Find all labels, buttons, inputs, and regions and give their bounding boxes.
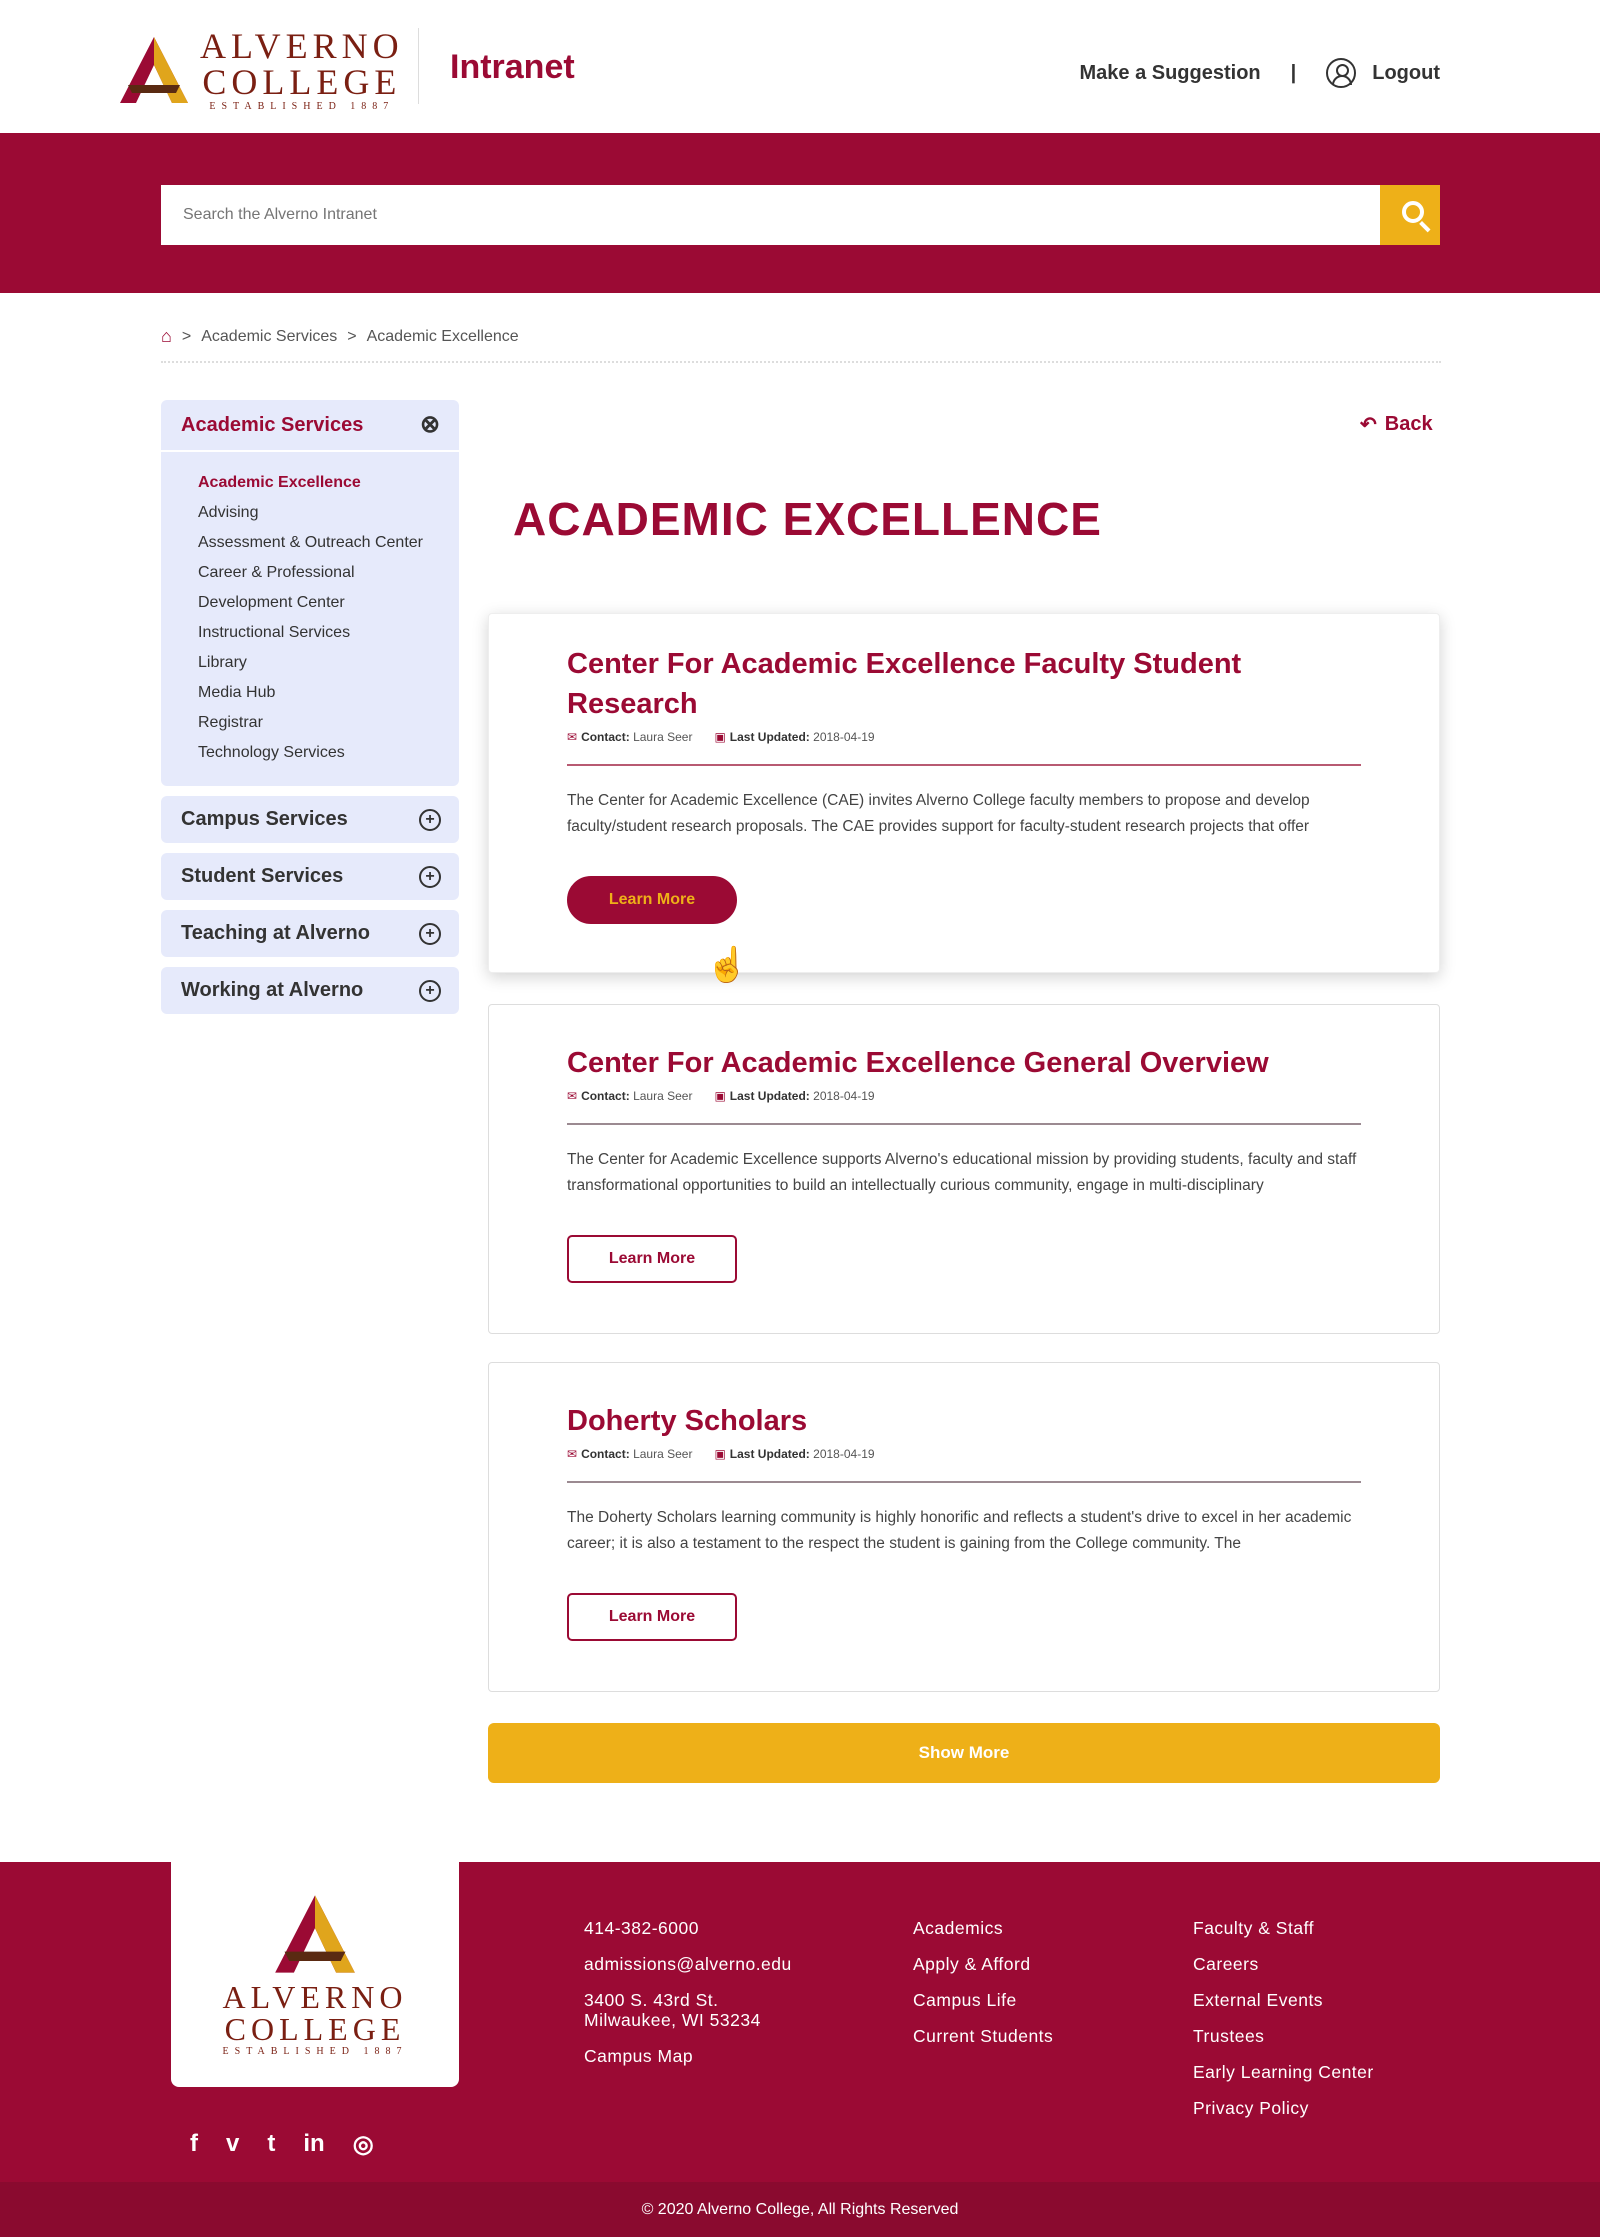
updated-label: Last Updated: <box>729 1089 810 1103</box>
accordion-label: Working at Alverno <box>181 979 364 1001</box>
search-band <box>0 133 1600 293</box>
back-link[interactable] <box>1360 412 1433 437</box>
logo-line2: COLLEGE <box>224 2011 406 2047</box>
search-input[interactable] <box>161 185 1381 245</box>
logo-a-icon <box>272 1893 358 1975</box>
article-card <box>488 1362 1440 1692</box>
card-meta <box>567 1447 1361 1461</box>
logo-line1: ALVERNO <box>200 26 404 66</box>
logo-wordmark <box>200 28 404 112</box>
back-arrow-icon: ↶ <box>1360 414 1377 436</box>
learn-more-button[interactable]: Learn More <box>567 1235 737 1283</box>
accordion-label: Teaching at Alverno <box>181 922 370 944</box>
accordion-teaching[interactable] <box>161 910 459 957</box>
card-description: The Center for Academic Excellence (CAE) invites Alverno College faculty members to propose and develop faculty/student research proposals. The CAE provides support for faculty-student research projects that offer <box>567 792 1310 835</box>
learn-more-button[interactable]: Learn More <box>567 876 737 924</box>
accordion-header[interactable] <box>161 853 459 900</box>
card-contact <box>567 730 692 744</box>
calendar-icon: ▣ <box>714 730 726 744</box>
card-description: The Center for Academic Excellence supports Alverno's educational mission by providing students, faculty and staff transformational opportunities to build an intellectually curious community, engage in multi-disciplinary <box>567 1151 1357 1194</box>
sub-nav-item-academic-excellence[interactable]: Academic Excellence <box>198 474 361 491</box>
card-divider <box>567 1123 1361 1125</box>
footer-logo[interactable] <box>171 1862 459 2087</box>
header-separator: | <box>1290 61 1297 84</box>
card-divider <box>567 1481 1361 1483</box>
site-footer <box>0 1862 1600 2182</box>
card-updated <box>714 730 874 744</box>
updated-date: 2018-04-19 <box>813 1447 875 1461</box>
accordion-header[interactable] <box>161 967 459 1014</box>
expand-icon[interactable]: + <box>419 809 441 831</box>
instagram-icon[interactable]: ◎ <box>352 2131 374 2158</box>
linkedin-icon[interactable]: in <box>303 2130 325 2157</box>
collapse-icon[interactable]: ⊗ <box>419 411 441 438</box>
facebook-icon[interactable]: f <box>190 2130 198 2157</box>
hand-cursor-icon: ☝ <box>706 946 749 984</box>
social-links <box>190 2130 374 2159</box>
card-contact <box>567 1447 692 1461</box>
address-line1: 3400 S. 43rd St. <box>584 1990 719 2010</box>
card-title[interactable]: Doherty Scholars <box>567 1405 808 1437</box>
show-more-button[interactable]: Show More <box>488 1723 1440 1783</box>
site-title[interactable]: Intranet <box>450 48 575 86</box>
contact-label: Contact: <box>581 1447 630 1461</box>
site-header <box>0 0 1600 133</box>
footer-link[interactable]: Privacy Policy <box>1193 2098 1309 2118</box>
vimeo-icon[interactable]: v <box>226 2130 240 2157</box>
updated-date: 2018-04-19 <box>813 730 875 744</box>
sidebar <box>161 400 459 1014</box>
breadcrumb-item[interactable]: Academic Excellence <box>366 327 519 345</box>
accordion-header[interactable] <box>161 910 459 957</box>
sub-nav-item-technology[interactable]: Technology Services <box>198 744 345 761</box>
card-title[interactable]: Center For Academic Excellence Faculty Student Research <box>567 648 1242 720</box>
breadcrumb-sep: > <box>181 327 192 345</box>
footer-link[interactable]: Apply & Afford <box>913 1954 1031 1974</box>
address-line2: Milwaukee, WI 53234 <box>584 2010 761 2030</box>
accordion-academic-services <box>161 400 459 786</box>
sub-nav-item-media-hub[interactable]: Media Hub <box>198 684 276 701</box>
page-title: ACADEMIC EXCELLENCE <box>513 493 1102 545</box>
breadcrumb-item[interactable]: Academic Services <box>201 327 338 345</box>
header-links <box>1079 58 1440 88</box>
logo-line1: ALVERNO <box>222 1979 408 2015</box>
footer-link[interactable]: Faculty & Staff <box>1193 1918 1314 1938</box>
footer-link[interactable]: Campus Life <box>913 1990 1017 2010</box>
footer-contact-column <box>584 1918 792 2082</box>
logout-link[interactable]: Logout <box>1372 61 1440 84</box>
footer-column-3 <box>1193 1918 1374 2134</box>
calendar-icon: ▣ <box>714 1447 726 1461</box>
breadcrumb-divider <box>161 361 1441 363</box>
sub-nav-item-library[interactable]: Library <box>198 654 247 671</box>
footer-phone[interactable]: 414-382-6000 <box>584 1918 699 1938</box>
footer-link[interactable]: Academics <box>913 1918 1004 1938</box>
footer-link[interactable]: Current Students <box>913 2026 1054 2046</box>
footer-link[interactable]: Early Learning Center <box>1193 2062 1374 2082</box>
logo-wordmark <box>223 1981 408 2057</box>
back-label: Back <box>1384 413 1433 435</box>
sub-nav-item-registrar[interactable]: Registrar <box>198 714 263 731</box>
card-updated <box>714 1447 874 1461</box>
card-contact <box>567 1089 692 1103</box>
mail-icon: ✉ <box>567 1089 578 1103</box>
card-updated <box>714 1089 874 1103</box>
alverno-logo[interactable] <box>118 28 404 112</box>
contact-label: Contact: <box>581 730 630 744</box>
footer-campus-map[interactable]: Campus Map <box>584 2046 694 2066</box>
search-icon <box>1402 201 1424 223</box>
updated-label: Last Updated: <box>729 730 810 744</box>
learn-more-button[interactable]: Learn More <box>567 1593 737 1641</box>
contact-label: Contact: <box>581 1089 630 1103</box>
sub-nav-item-advising[interactable]: Advising <box>198 504 259 521</box>
card-description: The Doherty Scholars learning community is highly honorific and reflects a student's drive to excel in her academic career; it is also a testament to the respect the student is gaining from the College community. The <box>567 1509 1352 1552</box>
footer-link[interactable]: Trustees <box>1193 2026 1265 2046</box>
accordion-header[interactable] <box>161 400 459 452</box>
accordion-header[interactable] <box>161 796 459 843</box>
contact-name[interactable]: Laura Seer <box>633 1447 693 1461</box>
header-divider <box>418 28 419 104</box>
article-card <box>488 613 1440 973</box>
mail-icon: ✉ <box>567 1447 578 1461</box>
expand-icon[interactable]: + <box>419 866 441 888</box>
accordion-student-services[interactable] <box>161 853 459 900</box>
card-divider <box>567 764 1361 766</box>
article-card <box>488 1004 1440 1334</box>
updated-date: 2018-04-19 <box>813 1089 875 1103</box>
accordion-label: Student Services <box>181 865 344 887</box>
mail-icon: ✉ <box>567 730 578 744</box>
logo-line3: ESTABLISHED 1887 <box>222 2046 408 2057</box>
card-meta <box>567 1089 1361 1103</box>
accordion-label: Campus Services <box>181 808 348 830</box>
expand-icon[interactable]: + <box>419 923 441 945</box>
contact-name[interactable]: Laura Seer <box>633 1089 693 1103</box>
twitter-icon[interactable]: t <box>267 2130 276 2157</box>
sub-nav-item-development[interactable]: Development Center <box>198 594 345 611</box>
card-title[interactable]: Center For Academic Excellence General Overview <box>567 1047 1269 1079</box>
copyright: © 2020 Alverno College, All Rights Reserved <box>0 2182 1600 2237</box>
card-meta <box>567 730 1361 744</box>
accordion-working[interactable] <box>161 967 459 1014</box>
footer-link[interactable]: External Events <box>1193 1990 1324 2010</box>
footer-link[interactable]: Careers <box>1193 1954 1259 1974</box>
sub-nav-list <box>161 452 459 768</box>
breadcrumb-sep: > <box>347 327 357 345</box>
home-icon[interactable]: ⌂ <box>161 326 172 346</box>
sub-nav-item-career[interactable]: Career & Professional <box>198 564 355 581</box>
sub-nav-item-assessment[interactable]: Assessment & Outreach Center <box>198 534 423 551</box>
footer-address <box>584 1990 792 2030</box>
search-button[interactable] <box>1380 185 1440 245</box>
expand-icon[interactable]: + <box>419 980 441 1002</box>
logo-line2: COLLEGE <box>202 62 402 102</box>
user-icon[interactable] <box>1326 58 1356 88</box>
breadcrumb <box>161 326 519 347</box>
make-suggestion-link[interactable]: Make a Suggestion <box>1079 61 1261 84</box>
footer-column-2 <box>913 1918 1053 2062</box>
sub-nav-item-instructional[interactable]: Instructional Services <box>198 624 351 641</box>
accordion-label: Academic Services <box>181 413 364 436</box>
footer-email[interactable]: admissions@alverno.edu <box>584 1954 792 1974</box>
logo-a-icon <box>118 35 190 105</box>
calendar-icon: ▣ <box>714 1089 726 1103</box>
contact-name[interactable]: Laura Seer <box>633 730 693 744</box>
logo-line3: ESTABLISHED 1887 <box>209 101 395 112</box>
accordion-campus-services[interactable] <box>161 796 459 843</box>
updated-label: Last Updated: <box>729 1447 810 1461</box>
